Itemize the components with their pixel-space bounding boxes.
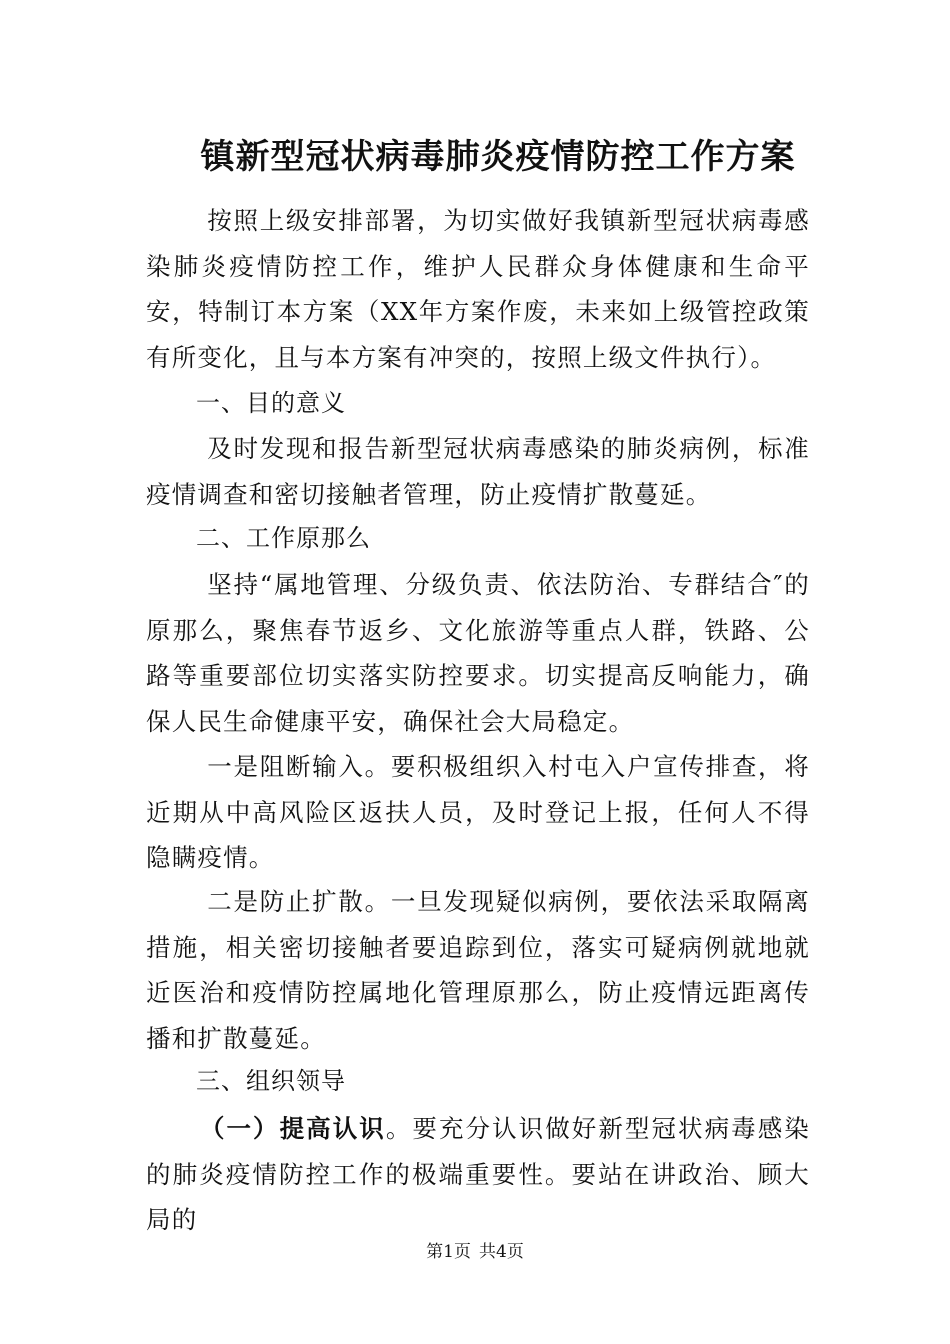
section-3-heading: 三、组织领导 xyxy=(196,1067,346,1095)
subsection-1-paragraph xyxy=(146,1106,810,1243)
subsection-1-text: 。要充分认识做好新型冠状病毒感染的肺炎疫情防控工作的极端重要性。要站在讲政治、顾大局的 xyxy=(146,1114,810,1234)
intro-paragraph: 按照上级安排部署，为切实做好我镇新型冠状病毒感染肺炎疫情防控工作，维护人民群众身体健康和生命平安，特制订本方案（XX年方案作废，未来如上级管控政策有所变化，且与本方案有冲突的，按照上级文件执行）。 xyxy=(146,206,810,372)
section-1-paragraph: 及时发现和报告新型冠状病毒感染的肺炎病例，标准疫情调查和密切接触者管理，防止疫情扩散蔓延。 xyxy=(146,434,810,509)
section-2-paragraph: 坚持“属地管理、分级负责、依法防治、专群结合″的原那么，聚焦春节返乡、文化旅游等重点人群，铁路、公路等重要部位切实落实防控要求。切实提高反响能力，确保人民生命健康平安，确保社会大局稳定。 xyxy=(146,570,810,736)
page-footer xyxy=(0,1240,950,1264)
section-1-heading: 一、目的意义 xyxy=(196,389,346,417)
subsection-1-lead: （一）提高认识 xyxy=(199,1114,386,1143)
item-2-paragraph: 二是防止扩散。一旦发现疑似病例，要依法采取隔离措施，相关密切接触者要追踪到位，落实可疑病例就地就近医治和疫情防控属地化管理原那么，防止疫情远距离传播和扩散蔓延。 xyxy=(146,887,810,1053)
page-total: 共4页 xyxy=(479,1242,524,1262)
section-2-heading: 二、工作原那么 xyxy=(196,524,371,552)
document-title: 镇新型冠状病毒肺炎疫情防控工作方案 xyxy=(200,137,796,177)
item-1-paragraph: 一是阻断输入。要积极组织入村屯入户宣传排查，将近期从中高风险区返扶人员，及时登记上报，任何人不得隐瞒疫情。 xyxy=(146,752,810,872)
page-number: 第1页 xyxy=(426,1242,471,1262)
